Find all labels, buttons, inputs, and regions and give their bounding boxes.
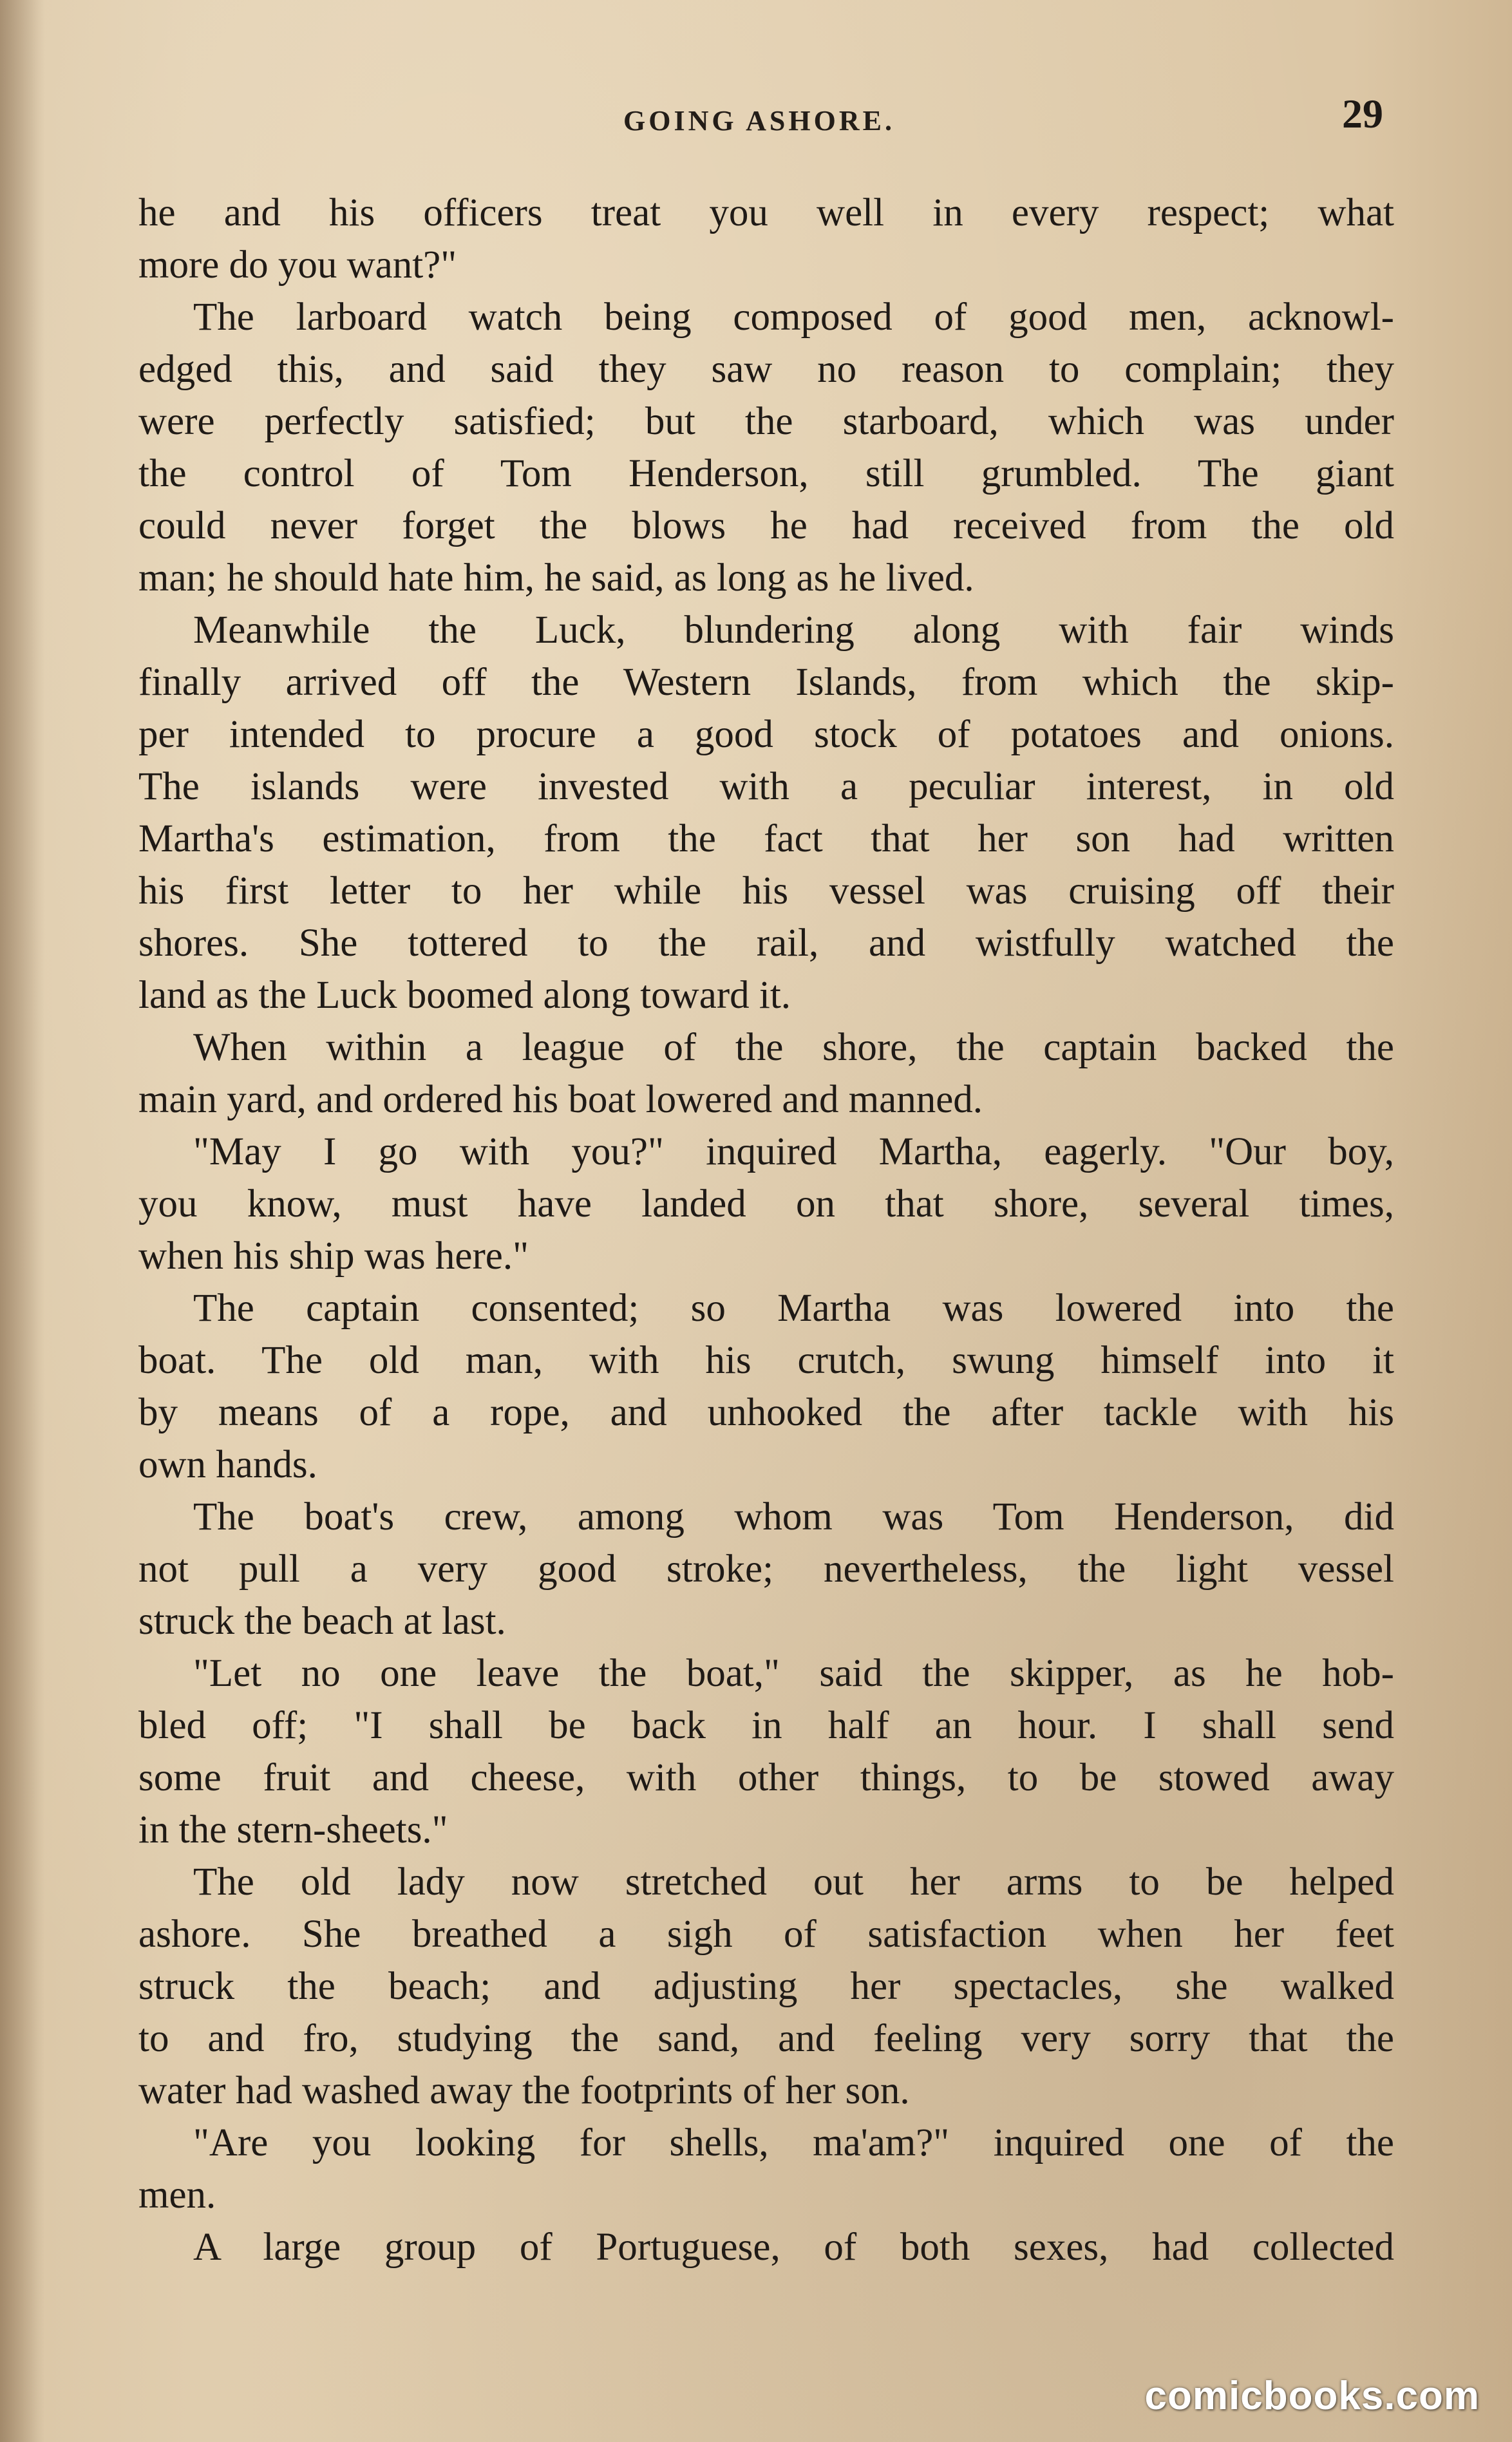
text-line: men. [138,2173,216,2217]
text-line: some fruit and cheese, with other things, to be stowed away [138,1756,1394,1799]
text-line: main yard, and ordered his boat lowered and manned. [138,1078,983,1121]
page-number: 29 [1342,91,1383,137]
text-line: water had washed away the footprints of her son. [138,2069,910,2112]
text-line: shores. She tottered to the rail, and wistfully watched the [138,922,1394,965]
text-line: own hands. [138,1443,317,1486]
text-line: more do you want?" [138,243,457,287]
text-line: he and his officers treat you well in every respect; what [138,191,1394,234]
text-line: the control of Tom Henderson, still grumbled. The giant [138,452,1394,495]
text-line: not pull a very good stroke; nevertheless, the light vessel [138,1548,1394,1591]
text-line: struck the beach; and adjusting her spectacles, she walked [138,1965,1394,2008]
text-line: in the stern-sheets." [138,1808,448,1851]
text-line: were perfectly satisfied; but the starboard, which was under [138,400,1394,443]
text-line: man; he should hate him, he said, as long as he lived. [138,556,974,600]
text-line: The boat's crew, among whom was Tom Henderson, did [193,1495,1394,1538]
text-line: Martha's estimation, from the fact that her son had written [138,817,1394,860]
text-line: by means of a rope, and unhooked the after tackle with his [138,1391,1394,1434]
text-line: per intended to procure a good stock of potatoes and onions. [138,713,1394,756]
text-line: land as the Luck boomed along toward it. [138,974,791,1017]
text-line: ashore. She breathed a sigh of satisfaction when her feet [138,1913,1394,1956]
body-text [138,187,1394,2273]
text-line: "Are you looking for shells, ma'am?" inquired one of the [193,2121,1394,2164]
text-line: boat. The old man, with his crutch, swung himself into it [138,1339,1394,1382]
text-line: to and fro, studying the sand, and feeling very sorry that the [138,2017,1394,2060]
text-line: The islands were invested with a peculiar interest, in old [138,765,1394,808]
text-line: When within a league of the shore, the captain backed the [193,1026,1394,1069]
site-watermark: comicbooks.com [1144,2374,1480,2418]
text-line: struck the beach at last. [138,1600,506,1643]
page-edge-shadow [0,0,45,2442]
text-line: you know, must have landed on that shore, several times, [138,1182,1394,1226]
page-header [135,90,1383,148]
text-line: finally arrived off the Western Islands, from which the skip- [138,661,1394,704]
text-line: edged this, and said they saw no reason to complain; they [138,348,1394,391]
text-line: could never forget the blows he had received from the old [138,504,1394,547]
running-head: GOING ASHORE. [623,105,895,137]
text-line: A large group of Portuguese, of both sexes, had collected [193,2226,1394,2269]
text-line: "May I go with you?" inquired Martha, eagerly. "Our boy, [193,1130,1394,1173]
text-line: his first letter to her while his vessel was cruising off their [138,869,1394,913]
text-line: The old lady now stretched out her arms to be helped [193,1860,1394,1904]
text-line: when his ship was here." [138,1235,529,1278]
text-line: The captain consented; so Martha was lowered into the [193,1287,1394,1330]
text-line: The larboard watch being composed of good men, acknowl- [193,296,1394,339]
text-line: bled off; "I shall be back in half an hour. I shall send [138,1704,1394,1747]
text-line: Meanwhile the Luck, blundering along with fair winds [193,609,1394,652]
text-line: "Let no one leave the boat," said the skipper, as he hob- [193,1652,1394,1695]
